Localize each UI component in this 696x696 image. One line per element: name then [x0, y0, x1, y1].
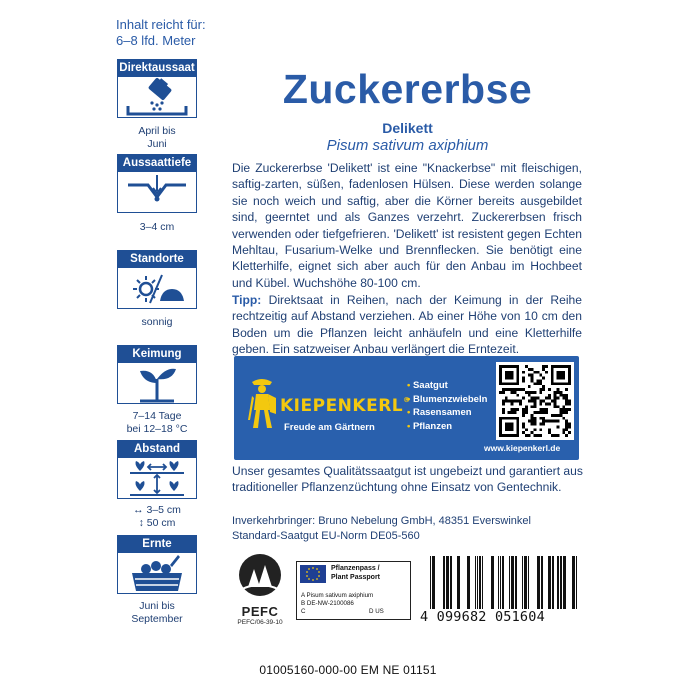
sun-location-icon	[118, 268, 196, 308]
qr-code-icon[interactable]	[496, 362, 574, 440]
seedling-icon	[118, 363, 196, 403]
quality-statement: Unser gesamtes Qualitätssaatgut ist ungebeizt und garantiert aus traditioneller Pflanzenzüchtung ohne Einsatz von Gentechnik.	[232, 464, 583, 495]
card-ernte-caption: Juni bis September	[131, 600, 183, 625]
card-ernte: Ernte	[117, 535, 197, 594]
card-keimung-caption: 7–14 Tage bei 12–18 °C	[126, 410, 188, 435]
website-url[interactable]: www.kiepenkerl.de	[484, 443, 561, 453]
spacing-icon	[118, 458, 196, 498]
product-title: Zuckererbse	[282, 66, 533, 112]
plant-passport: Pflanzenpass / Plant Passport A Pisum sativum axiphium B DE-NW-2100086 C D US	[296, 561, 411, 620]
list-item: • Saatgut	[407, 379, 487, 393]
list-item: • Rasensamen	[407, 406, 487, 420]
list-item: • Pflanzen	[407, 420, 487, 434]
yield-info: Inhalt reicht für: 6–8 lfd. Meter	[116, 17, 206, 48]
barcode-digits: 4 099682 051604	[420, 609, 588, 625]
card-direktaussaat-caption: April bis Juni	[138, 125, 176, 150]
variety-name: Delikett	[382, 120, 433, 136]
brand-logo: KIEPENKERL® Freude am Gärtnern	[244, 370, 399, 442]
harvest-crate-icon	[118, 553, 196, 593]
kiepenkerl-banner	[234, 356, 579, 460]
tip-paragraph: Tipp: Direktsaat in Reihen, nach der Keimung in der Reihe rechtzeitig auf Abstand verziehen. Ab einer Höhe von 10 cm den Boden um die Pflanzen leicht anhäufeln und eine Kletterhilfe geben. Ein satzweiser Anbau verlängert die Erntezeit.	[232, 293, 582, 357]
card-abstand-caption: ↔ 3–5 cm ↕ 50 cm	[133, 504, 181, 529]
card-aussaattiefe-caption: 3–4 cm	[139, 221, 175, 233]
product-category-list	[407, 379, 487, 433]
pefc-logo: PEFC PEFC/06-39-10	[232, 553, 288, 626]
description: Die Zuckererbse 'Delikett' ist eine "Knackerbse" mit fleischigen, saftig-zarten, süßen, fadenlosen Hülsen. Diese werden solange sie noch weich und saftig, aber die Körner bereits ausgebildet sind, geerntet und als Ganzes verzehrt. Zuckererbsen frisch verwenden oder tiefgefrieren. 'Delikett' ist resistent gegen Echten Mehltau, Fusarium-Welke und Brennflecken. Sie benötigt eine Kletterhilfe, eignet sich aber auch für den Anbau im Hochbeet und Kübel. Wuchshöhe 80-100 cm.	[232, 161, 582, 290]
card-standorte-caption: sonnig	[141, 316, 173, 328]
latin-name: Pisum sativum axiphium	[326, 137, 489, 154]
card-aussaattiefe: Aussaattiefe	[117, 154, 197, 213]
card-keimung: Keimung	[117, 345, 197, 404]
brand-slogan: Freude am Gärtnern	[284, 422, 375, 433]
list-item: • Blumenzwiebeln	[407, 393, 487, 407]
pefc-tree-icon	[232, 553, 288, 597]
card-abstand: Abstand	[117, 440, 197, 499]
card-standorte: Standorte	[117, 250, 197, 309]
article-code: 01005160-000-00 EM NE 01151	[259, 663, 437, 677]
distributor-info: Inverkehrbringer: Bruno Nebelung GmbH, 48351 Everswinkel Standard-Saatgut EU-Norm DE05-560	[232, 515, 531, 542]
kiepenkerl-figure-icon	[246, 376, 280, 432]
seed-sowing-icon	[118, 77, 196, 117]
card-direktaussaat: Direktaussaat	[117, 59, 197, 118]
sowing-depth-icon	[118, 172, 196, 212]
eu-flag-icon	[300, 565, 326, 583]
